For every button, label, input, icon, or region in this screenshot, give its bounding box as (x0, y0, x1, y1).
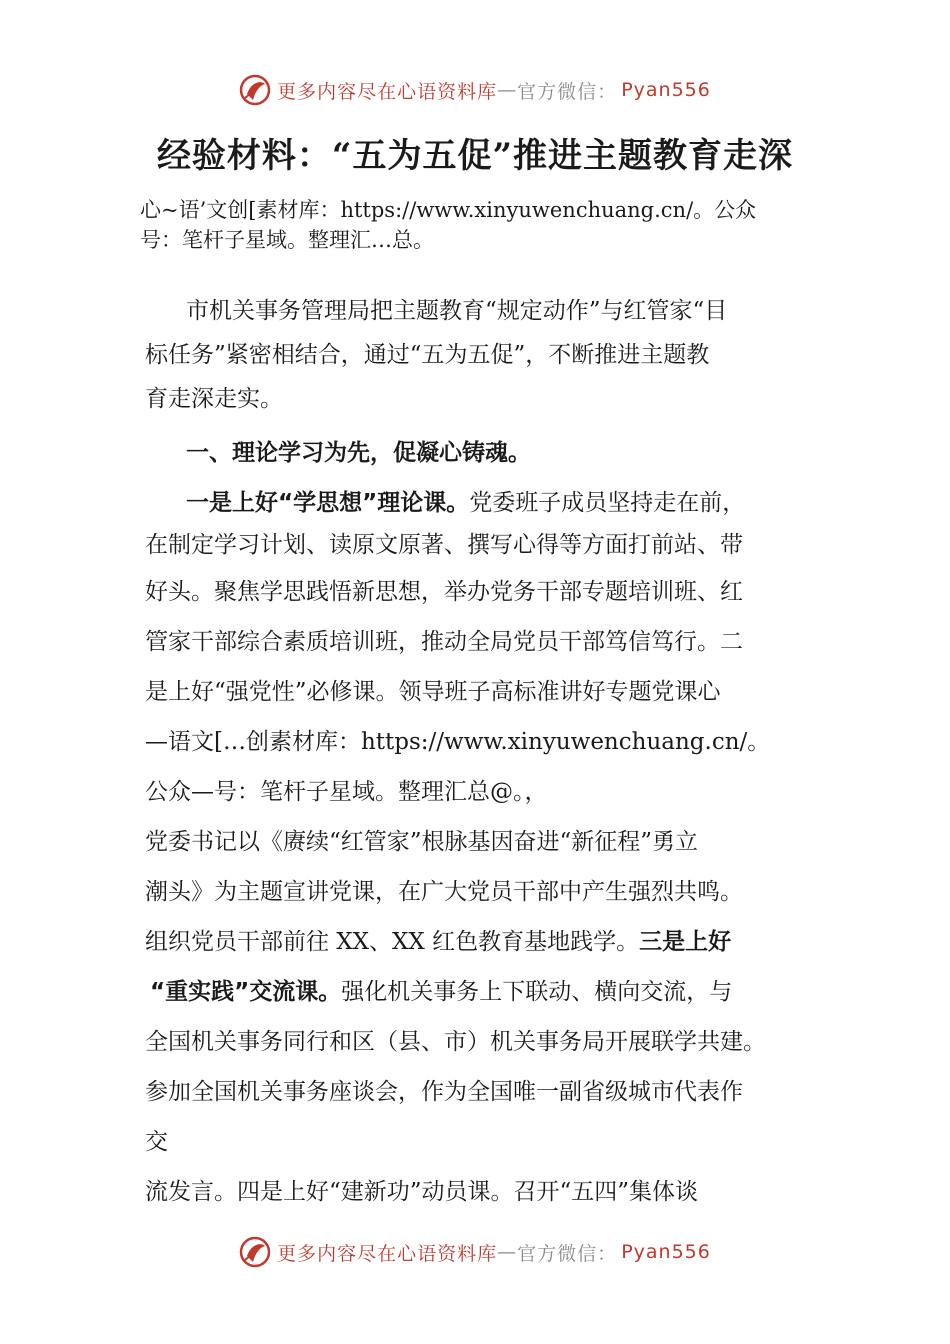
body-line: 好头。聚焦学思践悟新思想，举办党务干部专题培训班、红 (145, 579, 743, 605)
body-line: 是上好“强党性”必修课。领导班子高标准讲好专题党课心 (145, 679, 721, 705)
body-line: 交 (145, 1129, 168, 1155)
body-line (150, 977, 732, 1007)
footer-banner (0, 1236, 950, 1268)
body-line: 党委书记以《赓续“红管家”根脉基因奋进“新征程”勇立 (145, 829, 699, 855)
bold-phrase: “重实践”交流课。 (150, 979, 342, 1005)
body-line: 管家干部综合素质培训班，推动全局党员干部笃信笃行。二 (145, 629, 743, 655)
body-line: 全国机关事务同行和区（县、市）机关事务局开展联学共建。 (145, 1029, 766, 1055)
section-heading: 一、理论学习为先，促凝心铸魂。 (186, 440, 531, 466)
banner-wechat-id: Pyan556 (621, 79, 711, 101)
banner-text: 更多内容尽在心语资料库 (277, 80, 498, 103)
body-line: 市机关事务管理局把主题教育“规定动作”与红管家“目 (186, 298, 728, 324)
body-line: 在制定学习计划、读原文原著、撰写心得等方面打前站、带 (145, 532, 743, 558)
body-text: 强化机关事务上下联动、横向交流，与 (341, 979, 733, 1005)
banner-separator: — (497, 1241, 518, 1263)
body-line: 潮头》为主题宣讲党课，在广大党员干部中产生强烈共鸣。 (145, 879, 743, 905)
body-line: 流发言。四是上好“建新功”动员课。召开“五四”集体谈 (145, 1179, 699, 1205)
body-line (145, 927, 731, 957)
body-line: 育走深走实。 (145, 386, 283, 412)
bold-phrase: 一是上好“学思想”理论课。 (186, 490, 470, 516)
banner-text: 更多内容尽在心语资料库 (277, 1242, 498, 1265)
document-title: 经验材料：“五为五促”推进主题教育走深 (156, 136, 794, 176)
source-note-line-1: 心~语’文创[素材库：https://www.xinyuwenchuang.cn/。公众 (140, 198, 757, 222)
body-text: 组织党员干部前往 XX、XX 红色教育基地践学。 (145, 929, 640, 955)
body-line: 公众—号：笔杆子星域。整理汇总@。， (145, 779, 548, 805)
source-note-line-2: 号：笔杆子星域。整理汇…总。 (140, 228, 434, 252)
body-line: —语文[…创素材库：https://www.xinyuwenchuang.cn/。 (145, 729, 771, 755)
header-banner (0, 74, 950, 106)
banner-wechat-id: Pyan556 (621, 1241, 711, 1263)
body-line (186, 488, 745, 518)
banner-separator: — (497, 79, 518, 101)
body-line: 标任务”紧密相结合，通过“五为五促”，不断推进主题教 (145, 342, 710, 368)
banner-label: 官方微信： (517, 80, 618, 103)
bold-phrase: 三是上好 (639, 929, 732, 955)
logo-icon (239, 74, 271, 106)
banner-label: 官方微信： (517, 1242, 618, 1265)
logo-icon (239, 1236, 271, 1268)
body-text: 党委班子成员坚持走在前， (469, 490, 746, 516)
body-line: 参加全国机关事务座谈会，作为全国唯一副省级城市代表作 (145, 1079, 743, 1105)
